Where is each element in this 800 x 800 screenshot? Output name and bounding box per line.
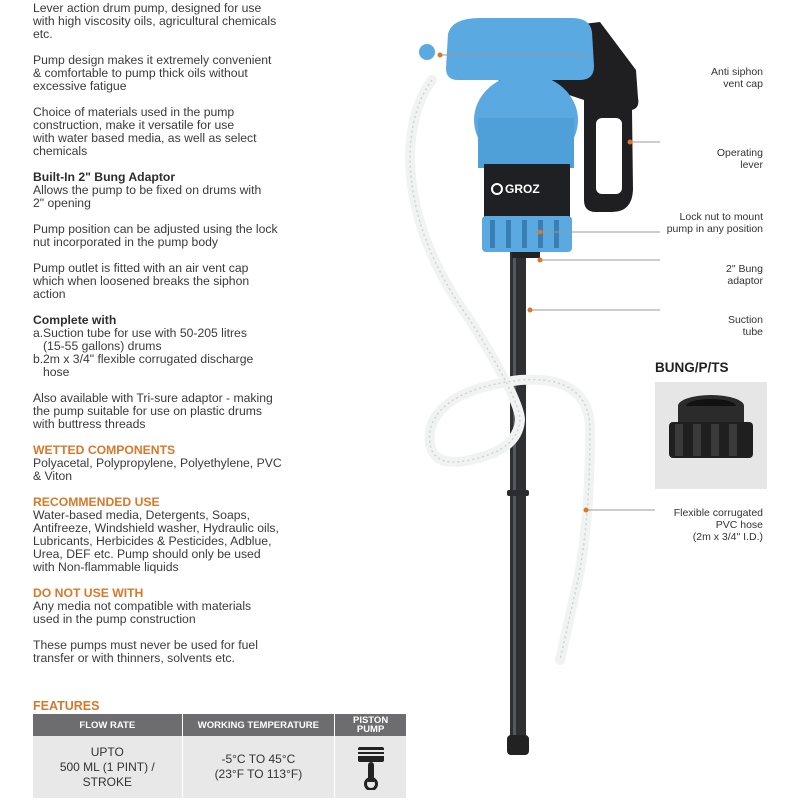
description-column (33, 2, 283, 678)
donot-heading: DO NOT USE WITH (33, 586, 144, 600)
complete-item-a: Suction tube for use with 50-205 litres (15-55 gallons) drums (43, 326, 247, 353)
convenience-paragraph: Pump design makes it extremely convenient & comfortable to pump thick oils without excessive fatigue (33, 53, 272, 93)
list-marker: a. (33, 326, 44, 340)
wetted-text: Polyacetal, Polypropylene, Polyethylene, PVC & Viton (33, 456, 282, 483)
warning-paragraph: These pumps must never be used for fuel transfer or with thinners, solvents etc. (33, 638, 258, 665)
callout-hose: Flexible corrugated PVC hose (2m x 3/4" I.D.) (673, 507, 763, 543)
piston-cell (334, 736, 406, 798)
materials-paragraph: Choice of materials used in the pump construction, make it versatile for use with water based media, as well as select chemicals (33, 105, 257, 158)
complete-item-b: 2m x 3/4" flexible corrugated discharge hose (43, 352, 254, 379)
recommended-heading: RECOMMENDED USE (33, 495, 160, 509)
piston-header: PISTON PUMP (334, 714, 406, 736)
features-table (33, 714, 406, 798)
tube-foot (507, 735, 529, 755)
list-marker: b. (33, 352, 44, 366)
lock-nut-paragraph: Pump position can be adjusted using the lock nut incorporated in the pump body (33, 222, 278, 249)
list-item (33, 327, 283, 353)
intro-paragraph: Lever action drum pump, designed for use with high viscosity oils, agricultural chemicals etc. (33, 1, 277, 41)
callout-lever: Operating lever (716, 147, 763, 171)
bung-heading: Built-In 2" Bung Adaptor (33, 170, 176, 184)
features-header-row (33, 714, 406, 736)
bung-title: BUNG/P/TS (655, 360, 729, 375)
flow-rate-header: FLOW RATE (79, 719, 136, 731)
wetted-heading: WETTED COMPONENTS (33, 443, 176, 457)
svg-text:GROZ: GROZ (505, 182, 540, 196)
vent-paragraph: Pump outlet is fitted with an air vent cap which when loosened breaks the siphon action (33, 261, 250, 301)
callout-vent-cap: Anti siphon vent cap (711, 66, 763, 90)
callout-lock-nut: Lock nut to mount pump in any position (666, 211, 763, 235)
callout-suction: Suction tube (727, 314, 763, 338)
bung-adaptor-icon (655, 382, 767, 489)
recommended-text: Water-based media, Detergents, Soaps, Antifreeze, Windshield washer, Hydraulic oils, Lubricants, Herbicides & Pesticides, Adblue, Urea, DEF etc. Pump should only be used with Non-flammable liquids (33, 508, 279, 574)
flow-rate-value: UPTO 500 ML (1 PINT) / STROKE (59, 744, 155, 789)
suction-tube (510, 252, 526, 752)
donot-text: Any media not compatible with materials used in the pump construction (33, 599, 252, 626)
bung-inset (655, 382, 767, 489)
features-title: FEATURES (33, 699, 100, 713)
bung-paragraph: Allows the pump to be fixed on drums with 2" opening (33, 183, 262, 210)
complete-heading: Complete with (33, 313, 117, 327)
vent-cap (419, 44, 435, 60)
trisure-paragraph: Also available with Tri-sure adaptor - making the pump suitable for use on plastic drums with buttress threads (33, 391, 273, 431)
piston-icon (354, 744, 388, 790)
temperature-value: -5°C TO 45°C (23°F TO 113°F) (182, 736, 335, 798)
callout-bung: 2" Bung adaptor (725, 263, 763, 287)
list-item (33, 353, 283, 379)
features-value-row (33, 736, 406, 798)
temperature-header: WORKING TEMPERATURE (182, 714, 335, 736)
